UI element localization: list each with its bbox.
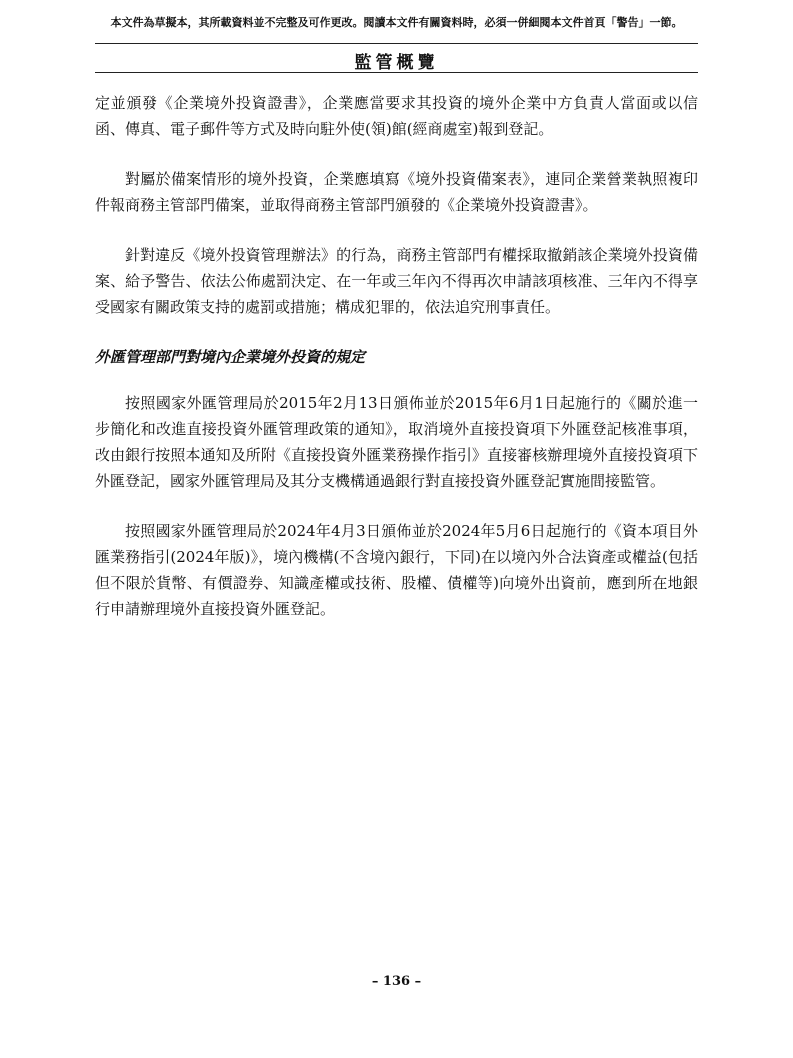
header-rule-bottom xyxy=(95,72,698,73)
main-content xyxy=(95,90,698,646)
paragraph-forex-2024: 按照國家外匯管理局於2024年4月3日頒佈並於2024年5月6日起施行的《資本項目外匯業務指引(2024年版)》，境內機構(不含境內銀行，下同)在以境內外合法資產或權益(包括但不限於貨幣、有價證券、知識產權或技術、股權、債權等)向境外出資前，應到所在地銀行申請辦理境外直接投資外匯登記。 xyxy=(95,522,698,618)
draft-disclaimer: 本文件為草擬本，其所載資料並不完整及可作更改。閱讀本文件有關資料時，必須一併細閱本文件首頁「警告」一節。 xyxy=(110,16,683,29)
paragraph-filing: 對屬於備案情形的境外投資，企業應填寫《境外投資備案表》，連同企業營業執照複印件報商務主管部門備案，並取得商務主管部門頒發的《企業境外投資證書》。 xyxy=(95,170,698,214)
paragraph-penalties: 針對違反《境外投資管理辦法》的行為，商務主管部門有權採取撤銷該企業境外投資備案、給予警告、依法公佈處罰決定、在一年或三年內不得再次申請該項核准、三年內不得享受國家有關政策支持的處罰或措施；構成犯罪的，依法追究刑事責任。 xyxy=(95,246,698,316)
section-title: 監管概覽 xyxy=(354,53,439,73)
header-rule-top xyxy=(95,43,698,44)
page-number: – 136 – xyxy=(371,974,422,989)
paragraph-forex-2015: 按照國家外匯管理局於2015年2月13日頒佈並於2015年6月1日起施行的《關於進一步簡化和改進直接投資外匯管理政策的通知》，取消境外直接投資項下外匯登記核准事項，改由銀行按照本通知及所附《直接投資外匯業務操作指引》直接審核辦理境外直接投資項下外匯登記，國家外匯管理局及其分支機構通過銀行對直接投資外匯登記實施間接監管。 xyxy=(95,394,698,490)
subheading-forex: 外匯管理部門對境內企業境外投資的規定 xyxy=(95,348,366,366)
paragraph-continued: 定並頒發《企業境外投資證書》，企業應當要求其投資的境外企業中方負責人當面或以信函、傳真、電子郵件等方式及時向駐外使(領)館(經商處室)報到登記。 xyxy=(95,94,698,138)
